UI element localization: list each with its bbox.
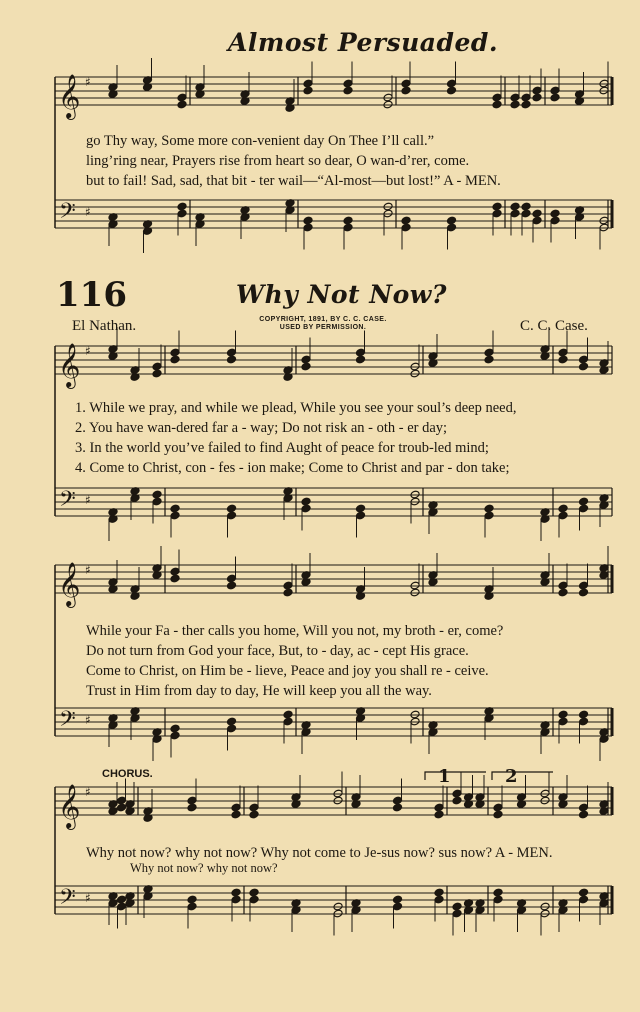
second-ending-number: 2 bbox=[505, 766, 518, 787]
treble-note-head bbox=[446, 86, 456, 95]
key-sharp-icon: ♯ bbox=[85, 713, 91, 727]
bass-note-head bbox=[446, 216, 456, 225]
verse-3-part-1: 3. In the world you’ve failed to find Aught of peace for troub-led mind; bbox=[75, 440, 489, 456]
bass-note-head bbox=[558, 710, 568, 719]
bass-note-head bbox=[492, 202, 502, 211]
bass-note-head bbox=[532, 209, 542, 218]
verse-2-part-1: 2. You have wan-dered far a - way; Do not risk an - oth - er day; bbox=[75, 420, 448, 436]
verse-3-part-2: Come to Christ, on Him be - lieve, Peace and joy you shall re - ceive. bbox=[86, 663, 489, 679]
bass-clef-icon: 𝄢 bbox=[59, 487, 76, 517]
treble-note-head bbox=[187, 803, 197, 812]
key-sharp-icon: ♯ bbox=[85, 205, 91, 219]
treble-note-head bbox=[550, 93, 560, 102]
key-sharp-icon: ♯ bbox=[85, 785, 91, 799]
treble-note-head bbox=[484, 355, 494, 364]
bass-note-head bbox=[392, 895, 402, 904]
treble-clef-icon: 𝄞 bbox=[58, 343, 81, 387]
chorus-label: CHORUS. bbox=[102, 768, 153, 780]
treble-note-head bbox=[355, 355, 365, 364]
treble-note-head bbox=[558, 355, 568, 364]
copyright-line-1: COPYRIGHT, 1891, BY C. C. CASE. bbox=[259, 316, 387, 323]
hymn-number: 116 bbox=[56, 275, 127, 315]
treble-note-head bbox=[521, 100, 531, 109]
previous-hymn-lyric-line-2: ling’ring near, Prayers rise from heart so dear, O wan-d’rer, come. bbox=[86, 153, 470, 169]
bass-note-head bbox=[170, 724, 180, 733]
treble-note-head bbox=[493, 810, 503, 819]
hymn-composer: C. C. Case. bbox=[520, 318, 588, 334]
treble-clef-icon: 𝄞 bbox=[58, 74, 81, 118]
bass-note-head bbox=[493, 888, 503, 897]
treble-note-head bbox=[249, 810, 259, 819]
bass-note-head bbox=[226, 717, 236, 726]
bass-note-head bbox=[116, 895, 126, 904]
key-sharp-icon: ♯ bbox=[85, 75, 91, 89]
treble-note-head bbox=[510, 100, 520, 109]
verse-4-part-2: Trust in Him from day to day, He will keep you all the way. bbox=[86, 683, 432, 699]
previous-hymn-lyric-line-1: go Thy way, Some more con-venient day On Thee I’ll call.” bbox=[86, 133, 435, 149]
treble-note-head bbox=[226, 581, 236, 590]
bass-note-head bbox=[343, 216, 353, 225]
verse-1-part-2: While your Fa - ther calls you home, Will you not, my broth - er, come? bbox=[86, 623, 504, 639]
hymn-author: El Nathan. bbox=[72, 318, 137, 334]
bass-note-head bbox=[578, 497, 588, 506]
bass-note-head bbox=[249, 888, 259, 897]
treble-note-head bbox=[283, 588, 293, 597]
chorus-lyric: Why not now? why not now? Why not come to Je-sus now? sus now? A - MEN. bbox=[86, 845, 553, 861]
bass-note-head bbox=[578, 710, 588, 719]
treble-note-head bbox=[401, 86, 411, 95]
bass-note-head bbox=[231, 888, 241, 897]
previous-hymn-title: Almost Persuaded. bbox=[228, 28, 499, 57]
bass-note-head bbox=[303, 216, 313, 225]
bass-clef-icon: 𝄢 bbox=[59, 199, 76, 229]
bass-note-head bbox=[401, 216, 411, 225]
copyright-notice bbox=[220, 316, 426, 332]
bass-note-head bbox=[578, 888, 588, 897]
treble-note-head bbox=[532, 93, 542, 102]
treble-note-head bbox=[226, 355, 236, 364]
bass-note-head bbox=[355, 504, 365, 513]
treble-note-head bbox=[301, 362, 311, 371]
treble-clef-icon: 𝄞 bbox=[58, 784, 81, 828]
second-ending-bracket bbox=[492, 772, 553, 780]
first-ending-number: 1 bbox=[438, 766, 451, 787]
key-sharp-icon: ♯ bbox=[85, 344, 91, 358]
bass-note-head bbox=[510, 202, 520, 211]
bass-note-head bbox=[226, 504, 236, 513]
verse-4-part-1: 4. Come to Christ, con - fes - ion make; Come to Christ and par - don take; bbox=[75, 460, 510, 476]
bass-note-head bbox=[177, 202, 187, 211]
bass-note-head bbox=[434, 888, 444, 897]
chorus-echo-lyric: Why not now? why not now? bbox=[130, 861, 278, 875]
bass-note-head bbox=[301, 497, 311, 506]
bass-note-head bbox=[152, 490, 162, 499]
key-sharp-icon: ♯ bbox=[85, 493, 91, 507]
bass-note-head bbox=[558, 504, 568, 513]
bass-note-head bbox=[521, 202, 531, 211]
verse-2-part-2: Do not turn from God your face, But, to - day, ac - cept His grace. bbox=[86, 643, 469, 659]
key-sharp-icon: ♯ bbox=[85, 891, 91, 905]
bass-note-head bbox=[484, 504, 494, 513]
previous-hymn-lyric-line-3: but to fail! Sad, sad, that bit - ter wail—“Al-most—but lost!” A - MEN. bbox=[86, 173, 501, 189]
key-sharp-icon: ♯ bbox=[85, 563, 91, 577]
treble-note-head bbox=[452, 796, 462, 805]
treble-note-head bbox=[170, 355, 180, 364]
treble-note-head bbox=[492, 100, 502, 109]
treble-note-head bbox=[152, 369, 162, 378]
treble-note-head bbox=[170, 574, 180, 583]
bass-clef-icon: 𝄢 bbox=[59, 707, 76, 737]
treble-note-head bbox=[392, 803, 402, 812]
treble-note-head bbox=[231, 810, 241, 819]
treble-note-head bbox=[558, 588, 568, 597]
treble-note-head bbox=[578, 810, 588, 819]
verse-1-part-1: 1. While we pray, and while we plead, While you see your soul’s deep need, bbox=[75, 400, 517, 416]
bass-note-head bbox=[283, 710, 293, 719]
treble-clef-icon: 𝄞 bbox=[58, 562, 81, 606]
bass-note-head bbox=[452, 902, 462, 911]
treble-note-head bbox=[177, 100, 187, 109]
treble-note-head bbox=[578, 362, 588, 371]
treble-note-head bbox=[434, 810, 444, 819]
hymn-title: Why Not Now? bbox=[236, 280, 447, 309]
treble-note-head bbox=[303, 86, 313, 95]
bass-note-head bbox=[187, 895, 197, 904]
bass-note-head bbox=[170, 504, 180, 513]
bass-clef-icon: 𝄢 bbox=[59, 885, 76, 915]
bass-note-head bbox=[550, 209, 560, 218]
treble-note-head bbox=[343, 86, 353, 95]
treble-note-head bbox=[116, 803, 126, 812]
treble-note-head bbox=[578, 588, 588, 597]
copyright-line-2: USED BY PERMISSION. bbox=[279, 324, 367, 331]
first-ending-bracket bbox=[425, 772, 486, 780]
